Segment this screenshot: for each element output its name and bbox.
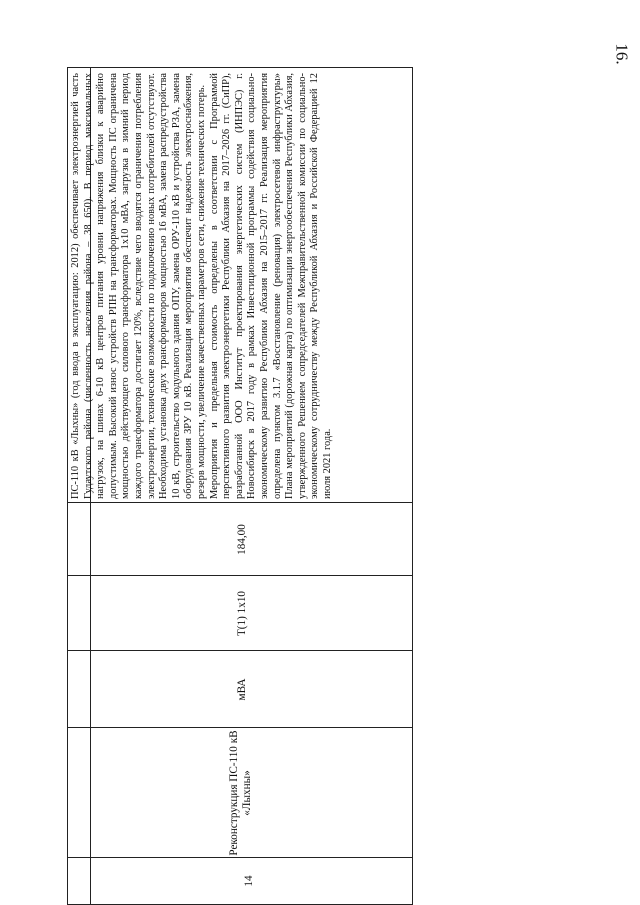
measure-name: Реконструкция ПС-110 кВ «Лыхны» xyxy=(228,730,253,856)
measure-unit: мВА xyxy=(236,678,248,701)
rotated-table-wrapper xyxy=(67,67,413,905)
measure-cost: 184,00 xyxy=(236,524,248,555)
description-paragraph: Мероприятия и предельная стоимость определены в соответствии с Программой перспективного развития электроэнергетики Республики Абхазия на 2017–2026 гг. (СиПР), разработанной ООО Институт проектирования энергетических систем (ИНПЭС) г. Новосибирск в 2017 году в рамках Инвестиционной программы содействия социально-экономическому развитию Республики Абхазия на 2015–2017 гг. Реализация мероприятия определена пунктом 3.1.7 «Восстановление (реновация) электросетевой инфраструктуры» Плана мероприятий (дорожная карта) по оптимизации энергообеспечения Республики Абхазия, утвержденного Решением сопредседателей Межправительственной комиссии по социально-экономическому сотрудничеству между Республикой Абхазия и Российской Федерацией 12 июля 2021 года. xyxy=(208,73,333,499)
measures-table xyxy=(67,67,413,905)
description-paragraph: ПС-110 кВ «Лыхны» (год ввода в эксплуатацию: 2012) обеспечивает электроэнергией часть Гудаутского района (численность населения района – 38 650). В период максимальных нагрузок, на шинах 6-10 кВ центров питания уровни напряжения близки к аварийно допустимым. Высокий износ устройств РПН на трансформаторах. Мощность ПС ограничена мощностью действующего силового трансформатора 1х10 мВА, загрузка в зимний период каждого трансформатора достигает 120%, вследствие чего вводятся ограничения потребления электроэнергии, технические возможности по подключению новых потребителей отсутствуют. Необходима установка двух трансформаторов мощностью 16 мВА, замена распредустройства 10 кВ, строительство модульного здания ОПУ, замена ОРУ-110 кВ и устройства РЗА, замена оборудования ЗРУ 10 кВ. Реализация мероприятия обеспечит надежность электроснабжения, резерв мощности, увеличение качественных параметров сети, снижение технических потерь. xyxy=(70,73,207,499)
row-number: 14 xyxy=(243,875,255,887)
measure-parameter: Т(1) 1х10 xyxy=(236,590,248,637)
measure-description xyxy=(68,73,334,499)
page-number: 16. xyxy=(612,43,632,65)
